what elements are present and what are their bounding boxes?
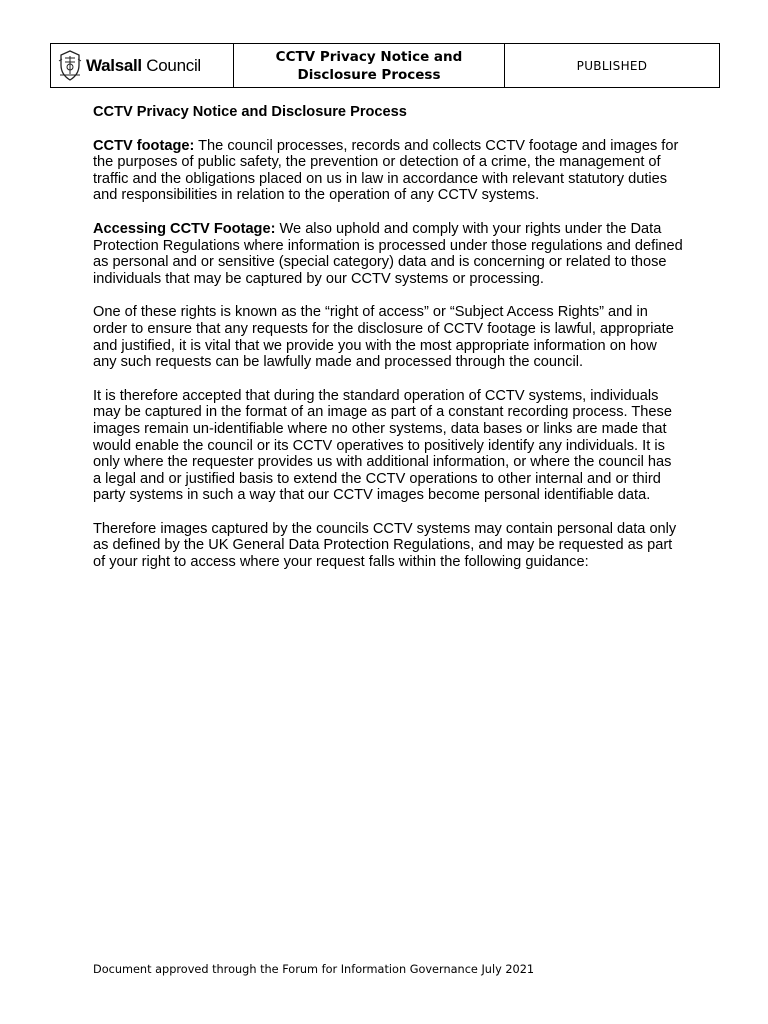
paragraph-cctv-footage [93, 138, 683, 204]
paragraph-text: We also uphold and comply with your rights under the Data Protection Regulations where information is processed under those regulations and defined as personal and or sensitive (special category) data and is concerning or related to those individuals that may be captured by our CCTV systems or processing. [93, 220, 683, 287]
document-footer: Document approved through the Forum for Information Governance July 2021 [93, 963, 535, 976]
paragraph-text: One of these rights is known as the “right of access” or “Subject Access Rights” and in order to ensure that any requests for the disclosure of CCTV footage is lawful, appropriate and justified, it is vital that we provide you with the most appropriate information on how any such requests can be lawfully made and processed through the council. [93, 304, 674, 371]
header-title-cell [234, 44, 505, 87]
paragraph-text: The council processes, records and collects CCTV footage and images for the purposes of public safety, the prevention or detection of a crime, the management of traffic and the obligations placed on us in law in accordance with relevant statutory duties and responsibilities in relation to the operation of any CCTV systems. [93, 137, 679, 204]
paragraph-text: It is therefore accepted that during the standard operation of CCTV systems, individuals may be captured in the format of an image as part of a constant recording process. These images remain un-identifiable where no other systems, data bases or links are made that would enable the council or its CCTV operatives to positively identify any individuals. It is only where the requester provides us with additional information, or where the council has a legal and or justified basis to extend the CCTV operations to other internal and or third party systems in such a way that our CCTV images become personal identifiable data. [93, 387, 672, 504]
status-label: PUBLISHED [576, 58, 648, 73]
council-logo-text: Walsall Council [86, 55, 201, 75]
paragraph-text: Therefore images captured by the councils CCTV systems may contain personal data only as defined by the UK General Data Protection Regulations, and may be requested as part of your right to access where your request falls within the following guidance: [93, 520, 677, 571]
paragraph-standard-operation [93, 388, 683, 504]
logo-cell [51, 44, 234, 87]
paragraph-personal-data [93, 521, 683, 571]
document-header-table [50, 43, 720, 88]
document-body [93, 104, 683, 588]
council-crest-icon [57, 49, 83, 83]
paragraph-accessing-cctv [93, 221, 683, 287]
paragraph-lead: Accessing CCTV Footage: [93, 220, 276, 237]
paragraph-lead: CCTV footage: [93, 137, 195, 154]
document-heading: CCTV Privacy Notice and Disclosure Process [93, 104, 407, 120]
status-cell [505, 44, 719, 87]
paragraph-right-of-access [93, 304, 683, 370]
header-title-line-2: Disclosure Process [297, 66, 441, 83]
header-title-line-1: CCTV Privacy Notice and [275, 48, 463, 65]
